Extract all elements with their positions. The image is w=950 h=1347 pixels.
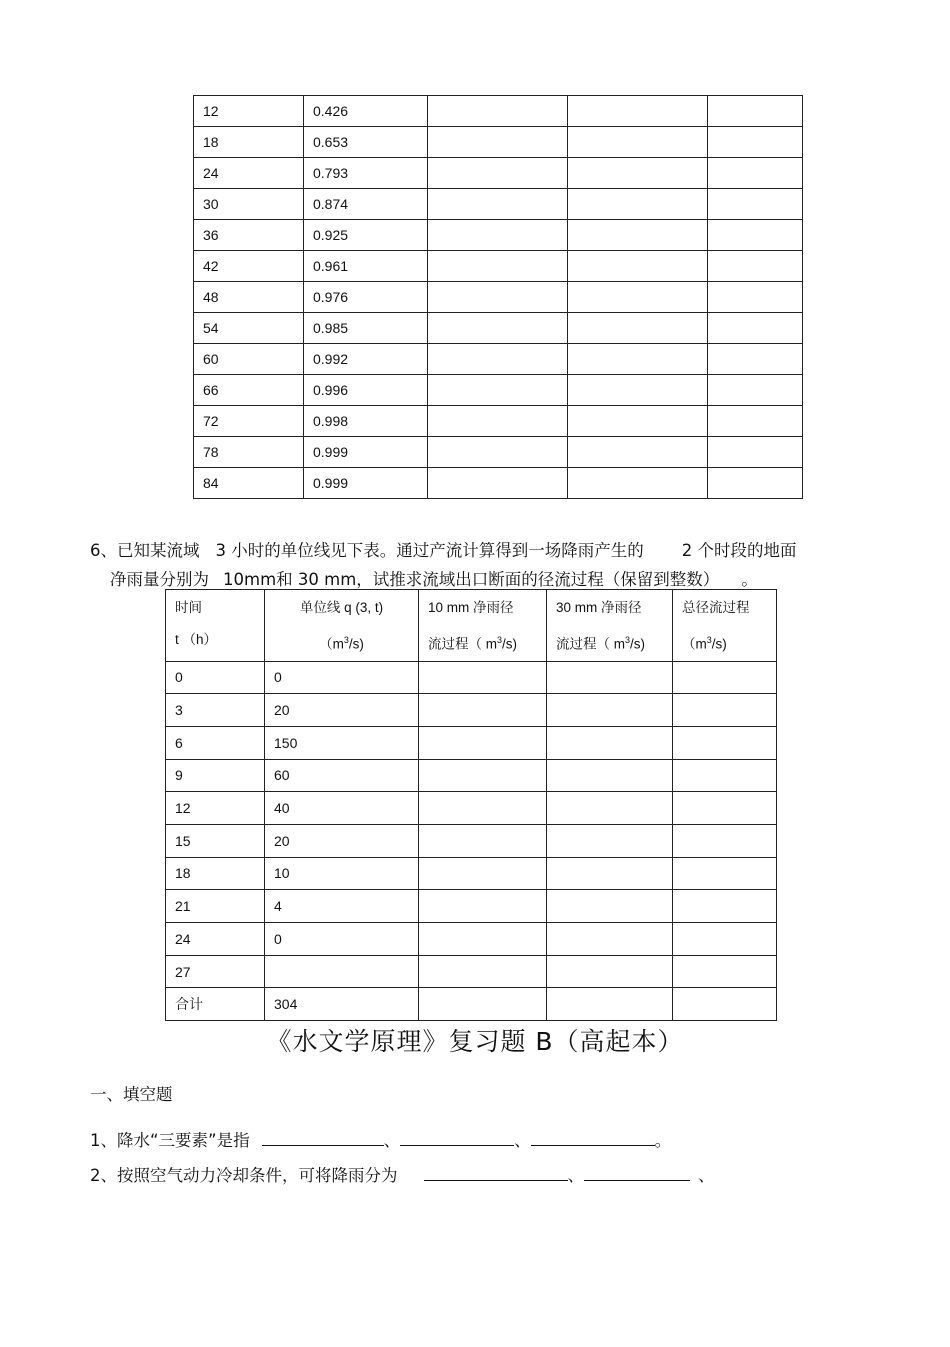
header-r10-line1: 10 mm 净雨径: [428, 600, 514, 615]
section-fill-in-blank: 一、填空题: [90, 1085, 173, 1104]
table-cell: [428, 375, 568, 406]
table-cell: [419, 857, 547, 890]
table-row: [194, 189, 803, 220]
table-cell: [547, 988, 673, 1021]
exam-title: 《水文学原理》复习题 B（高起本）: [266, 1027, 684, 1056]
table-cell: [708, 96, 803, 127]
q2-blank-1[interactable]: [424, 1166, 568, 1181]
table-cell: [547, 955, 673, 988]
table-row: [194, 220, 803, 251]
table-cell: [708, 406, 803, 437]
table-cell: [547, 694, 673, 727]
table-row: [166, 857, 777, 890]
table-cell: [419, 694, 547, 727]
header-r30-line1: 30 mm 净雨径: [556, 600, 642, 615]
table-cell: [547, 824, 673, 857]
table-cell: [708, 437, 803, 468]
table-cell: 9: [166, 759, 265, 792]
table-cell: 150: [265, 726, 419, 759]
header-uh-line1: 单位线 q (3, t): [299, 600, 384, 615]
q6-text-e: 10mm: [223, 570, 277, 589]
table-cell: [708, 127, 803, 158]
q6-text-d: 净雨量分别为: [110, 570, 209, 589]
q1-blank-1[interactable]: [262, 1131, 384, 1146]
table-cell: [547, 726, 673, 759]
table-cell: [419, 661, 547, 694]
table-cell: 0.653: [304, 127, 428, 158]
table-cell: [673, 792, 777, 825]
table-cell: 0: [265, 661, 419, 694]
header-time-line2: t （h）: [175, 632, 218, 647]
table-cell: 18: [166, 857, 265, 890]
table-cell: 0.998: [304, 406, 428, 437]
table-row: [166, 890, 777, 923]
table-cell: 20: [265, 824, 419, 857]
table-cell: 48: [194, 282, 304, 313]
q2-text: 2、按照空气动力冷却条件，可将降雨分为: [90, 1166, 398, 1185]
table-cell: 3: [166, 694, 265, 727]
table-row: [166, 661, 777, 694]
table-cell: [568, 344, 708, 375]
q1-separator-1: 、: [383, 1131, 401, 1150]
table-cell: 0.874: [304, 189, 428, 220]
table-cell: [428, 406, 568, 437]
table-cell: [419, 824, 547, 857]
table-cell: [428, 220, 568, 251]
table-cell: [547, 890, 673, 923]
table-cell: 0.925: [304, 220, 428, 251]
table-cell: 0.426: [304, 96, 428, 127]
table-cell: 12: [166, 792, 265, 825]
table-row: [194, 127, 803, 158]
table-row: [194, 96, 803, 127]
table-cell: [419, 923, 547, 956]
table-cell: 304: [265, 988, 419, 1021]
table-row: [166, 759, 777, 792]
table-cell: [547, 923, 673, 956]
table-cell: [673, 759, 777, 792]
table-cell: 0.999: [304, 468, 428, 499]
table-cell: [568, 127, 708, 158]
table-cell: [568, 375, 708, 406]
header-total-line1: 总径流过程: [682, 600, 750, 615]
q6-text-f: 和 30 mm: [276, 570, 357, 589]
table-cell: [547, 792, 673, 825]
table-cell: [568, 406, 708, 437]
table-cell: [708, 375, 803, 406]
header-total-line2: $(m^3/s)$: [682, 635, 727, 652]
table-row: [166, 792, 777, 825]
table-row: [194, 251, 803, 282]
table-cell: 42: [194, 251, 304, 282]
table-cell: [568, 189, 708, 220]
table-cell: [547, 661, 673, 694]
table-cell: [419, 988, 547, 1021]
table-row: [194, 282, 803, 313]
table-cell: [568, 96, 708, 127]
table-cell: [428, 437, 568, 468]
table-cell: 0.961: [304, 251, 428, 282]
header-r30-line2: 流过程（ $m^3/s$): [556, 635, 646, 652]
table-cell: [673, 955, 777, 988]
table-cell: [673, 857, 777, 890]
q1-text: 1、降水“三要素”是指: [90, 1131, 250, 1150]
table-header-row: [166, 590, 777, 662]
table-row: [194, 313, 803, 344]
table-cell: 0.976: [304, 282, 428, 313]
question-1: [90, 1127, 671, 1151]
table-cell: 30: [194, 189, 304, 220]
table-cell: 84: [194, 468, 304, 499]
header-unit-hydrograph: [265, 590, 419, 662]
table-cell: 4: [265, 890, 419, 923]
table-cell: 合计: [166, 988, 265, 1021]
table-cell: [428, 127, 568, 158]
table-cell: 78: [194, 437, 304, 468]
table-cell: [419, 759, 547, 792]
table-row: [194, 406, 803, 437]
table-cell: 0: [166, 661, 265, 694]
table-row: [166, 824, 777, 857]
table-cell: [708, 313, 803, 344]
table-cell: [673, 726, 777, 759]
table-cell: [428, 282, 568, 313]
table-row: [194, 468, 803, 499]
table-cell: [568, 437, 708, 468]
table-cell: [708, 282, 803, 313]
table-row: [166, 726, 777, 759]
table-row: [166, 988, 777, 1021]
table-cell: 60: [265, 759, 419, 792]
table-cell: [428, 344, 568, 375]
table-cell: [265, 955, 419, 988]
table-cell: 0.985: [304, 313, 428, 344]
q2-blank-2[interactable]: [584, 1166, 690, 1181]
header-uh-line2: $(m^3/s)$: [319, 635, 364, 652]
table-cell: [428, 189, 568, 220]
table-cell: [419, 792, 547, 825]
table-cell: 40: [265, 792, 419, 825]
s-curve-table: [193, 95, 803, 499]
table-cell: [547, 759, 673, 792]
table-cell: 20: [265, 694, 419, 727]
header-runoff-30mm: [547, 590, 673, 662]
table-cell: [428, 468, 568, 499]
table-cell: 0.793: [304, 158, 428, 189]
table-cell: 10: [265, 857, 419, 890]
table-cell: [708, 158, 803, 189]
table-cell: [568, 282, 708, 313]
question-6-line-2: [110, 566, 758, 590]
q6-text-c: 2 个时段的地面: [681, 541, 797, 560]
table-cell: [428, 313, 568, 344]
table-cell: 0.992: [304, 344, 428, 375]
table-cell: [419, 955, 547, 988]
q1-separator-2: 、: [514, 1131, 531, 1150]
table-cell: [708, 344, 803, 375]
table-cell: 18: [194, 127, 304, 158]
table-cell: [673, 661, 777, 694]
table-cell: 36: [194, 220, 304, 251]
table-cell: [708, 251, 803, 282]
table-cell: 60: [194, 344, 304, 375]
table-cell: 0.996: [304, 375, 428, 406]
header-time: [166, 590, 265, 662]
table-cell: [708, 468, 803, 499]
table-cell: 0: [265, 923, 419, 956]
table-cell: 24: [166, 923, 265, 956]
header-time-line1: 时间: [175, 600, 202, 615]
table-cell: 72: [194, 406, 304, 437]
table-cell: [568, 220, 708, 251]
q6-text-a: 6、已知某流域: [90, 541, 200, 560]
table-cell: 24: [194, 158, 304, 189]
table-cell: [673, 694, 777, 727]
q6-text-b: 3 小时的单位线见下表。通过产流计算得到一场降雨产生的: [215, 541, 644, 560]
table-cell: 54: [194, 313, 304, 344]
table-row: [166, 955, 777, 988]
table-cell: [547, 857, 673, 890]
table-cell: [568, 313, 708, 344]
q1-blank-3[interactable]: [531, 1131, 655, 1146]
table-row: [194, 344, 803, 375]
table-cell: [419, 890, 547, 923]
header-r10-line2: 流过程（ $m^3/s$): [428, 635, 518, 652]
table-cell: 15: [166, 824, 265, 857]
header-runoff-10mm: [419, 590, 547, 662]
q2-separator-2: 、: [698, 1166, 715, 1185]
unit-hydrograph-table: [165, 589, 777, 1021]
table-cell: 12: [194, 96, 304, 127]
q1-end: 。: [654, 1131, 672, 1150]
table-cell: 6: [166, 726, 265, 759]
table-cell: [568, 251, 708, 282]
table-cell: 66: [194, 375, 304, 406]
table-cell: [428, 158, 568, 189]
q6-text-g: ，试推求流域出口断面的径流过程（保留到整数）: [356, 570, 720, 589]
table-cell: [673, 988, 777, 1021]
table-row: [166, 694, 777, 727]
table-row: [194, 158, 803, 189]
table-cell: [568, 158, 708, 189]
question-6-line-1: [90, 537, 797, 561]
table-cell: [419, 726, 547, 759]
table-cell: [428, 96, 568, 127]
table-row: [194, 437, 803, 468]
table-cell: [673, 824, 777, 857]
table-cell: [673, 923, 777, 956]
table-cell: [428, 251, 568, 282]
table-cell: [708, 189, 803, 220]
q1-blank-2[interactable]: [400, 1131, 514, 1146]
table-cell: [568, 468, 708, 499]
table-cell: [708, 220, 803, 251]
table-cell: 0.999: [304, 437, 428, 468]
table-cell: [673, 890, 777, 923]
table-cell: 21: [166, 890, 265, 923]
q2-separator-1: 、: [567, 1166, 584, 1185]
header-total-runoff: [673, 590, 777, 662]
table-row: [194, 375, 803, 406]
question-2: [90, 1162, 715, 1186]
q6-text-h: 。: [741, 570, 758, 589]
table-cell: 27: [166, 955, 265, 988]
table-row: [166, 923, 777, 956]
